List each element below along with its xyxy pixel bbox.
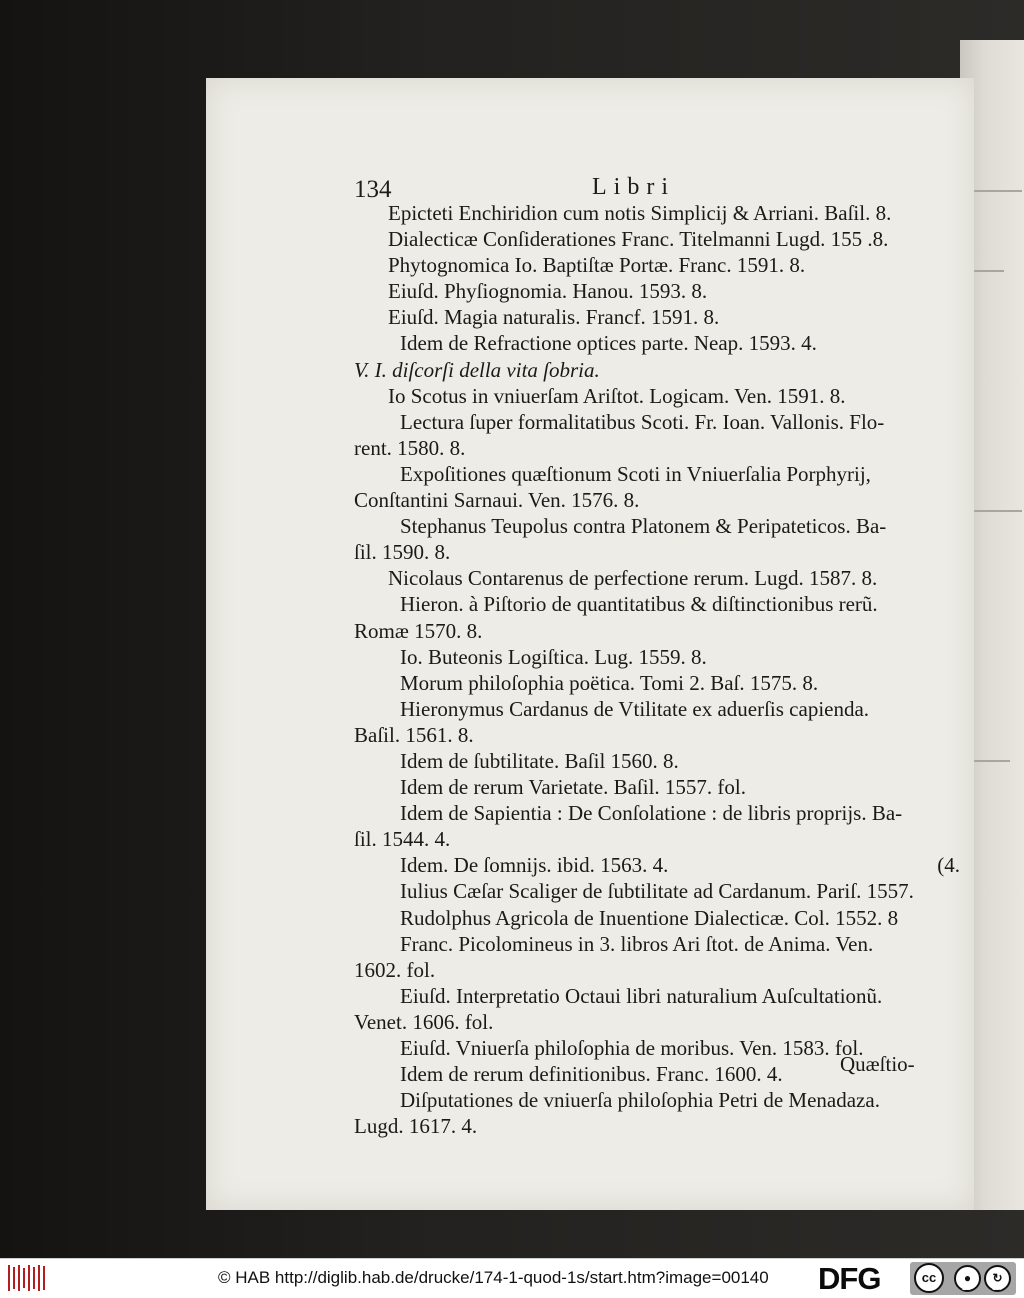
text-line: Eiuſd. Interpretatio Octaui libri naturalium Auſcultationũ. (400, 983, 883, 1008)
bleed-line (974, 190, 1022, 192)
text-line: Idem de Sapientia : De Conſolatione : de libris proprijs. Ba- (400, 801, 903, 826)
bleed-line (974, 760, 1010, 762)
text-line: Phytognomica Io. Baptiſtæ Portæ. Franc. 1591. 8. (388, 253, 806, 278)
text-line: 1602. fol. (354, 957, 436, 982)
license-badge[interactable] (910, 1262, 1016, 1295)
text-line (350, 852, 960, 878)
text-line: Idem de ſubtilitate. Baſil 1560. 8. (400, 748, 679, 773)
text-line: Eiuſd. Phyſiognomia. Hanou. 1593. 8. (388, 279, 708, 304)
cc-icon: cc (914, 1263, 944, 1293)
text-line: Rudolphus Agricola de Inuentione Dialecticæ. Col. 1552. 8 (400, 905, 899, 930)
text-line: Venet. 1606. fol. (354, 1009, 494, 1034)
text-line: Lectura ſuper formalitatibus Scoti. Fr. Ioan. Vallonis. Flo- (400, 409, 885, 434)
text-line: Iulius Cæſar Scaliger de ſubtilitate ad Cardanum. Pariſ. 1557. (400, 879, 914, 904)
footer-bar (0, 1258, 1024, 1298)
text-line: Romæ 1570. 8. (354, 618, 483, 643)
credit-link[interactable]: © HAB http://diglib.hab.de/drucke/174-1-quod-1s/start.htm?image=00140 (218, 1268, 769, 1287)
text-line: Epicteti Enchiridion cum notis Simplicij & Arriani. Baſil. 8. (388, 201, 892, 225)
text-line: Lugd. 1617. 4. (354, 1114, 478, 1139)
catalog-text (350, 200, 960, 1139)
hab-logo-icon[interactable] (8, 1265, 48, 1291)
bleed-line (974, 510, 1022, 512)
text-line: ſil. 1590. 8. (354, 540, 451, 565)
catchword: Quæſtio- (840, 1052, 915, 1076)
text-line: Dialecticæ Conſiderationes Franc. Titelmanni Lugd. 155 .8. (388, 227, 889, 252)
text-line: Io. Buteonis Logiſtica. Lug. 1559. 8. (400, 644, 707, 669)
text-line: Io Scotus in vniuerſam Ariſtot. Logicam. Ven. 1591. 8. (388, 383, 846, 408)
dfg-logo[interactable]: DFG (818, 1261, 881, 1296)
text-line: Expoſitiones quæſtionum Scoti in Vniuerſalia Porphyrij, (400, 461, 871, 486)
sa-label: SA (992, 1285, 1002, 1292)
text-line: Morum philoſophia poëtica. Tomi 2. Baſ. 1575. 8. (400, 670, 819, 695)
text-line-right: (4. (937, 853, 960, 878)
bleed-line (974, 270, 1004, 272)
text-line-left: Idem. De ſomnijs. ibid. 1563. 4. (400, 853, 669, 878)
text-line: Idem de rerum Varietate. Baſil. 1557. fol. (400, 775, 747, 800)
section-heading: V. I. diſcorſi della vita ſobria. (354, 357, 600, 382)
text-line: rent. 1580. 8. (354, 435, 466, 460)
text-line: Franc. Picolomineus in 3. libros Ari ſtot. de Anima. Ven. (400, 931, 874, 956)
page-number: 134 (354, 176, 392, 203)
text-line: Nicolaus Contarenus de perfectione rerum. Lugd. 1587. 8. (388, 566, 878, 591)
text-line: Idem de rerum definitionibus. Franc. 1600. 4. (400, 1062, 783, 1087)
text-line: Conſtantini Sarnaui. Ven. 1576. 8. (354, 488, 640, 513)
by-label: BY (962, 1285, 972, 1292)
text-line: Idem de Refractione optices parte. Neap. 1593. 4. (400, 331, 817, 356)
share-alike-icon: ↻ (984, 1265, 1011, 1292)
text-line: Eiuſd. Vniuerſa philoſophia de moribus. Ven. 1583. fol. (400, 1036, 864, 1060)
running-head: Libri (592, 174, 675, 200)
text-line: Eiuſd. Magia naturalis. Francf. 1591. 8. (388, 305, 720, 330)
text-line: Baſil. 1561. 8. (354, 722, 474, 747)
text-line: Hieron. à Piſtorio de quantitatibus & diſtinctionibus rerũ. (400, 592, 878, 617)
text-line: Hieronymus Cardanus de Vtilitate ex aduerſis capienda. (400, 696, 870, 721)
text-line: ſil. 1544. 4. (354, 827, 451, 852)
text-line: Diſputationes de vniuerſa philoſophia Petri de Menadaza. (400, 1088, 880, 1113)
text-line: Stephanus Teupolus contra Platonem & Peripateticos. Ba- (400, 514, 887, 539)
attribution-icon: ● (954, 1265, 981, 1292)
